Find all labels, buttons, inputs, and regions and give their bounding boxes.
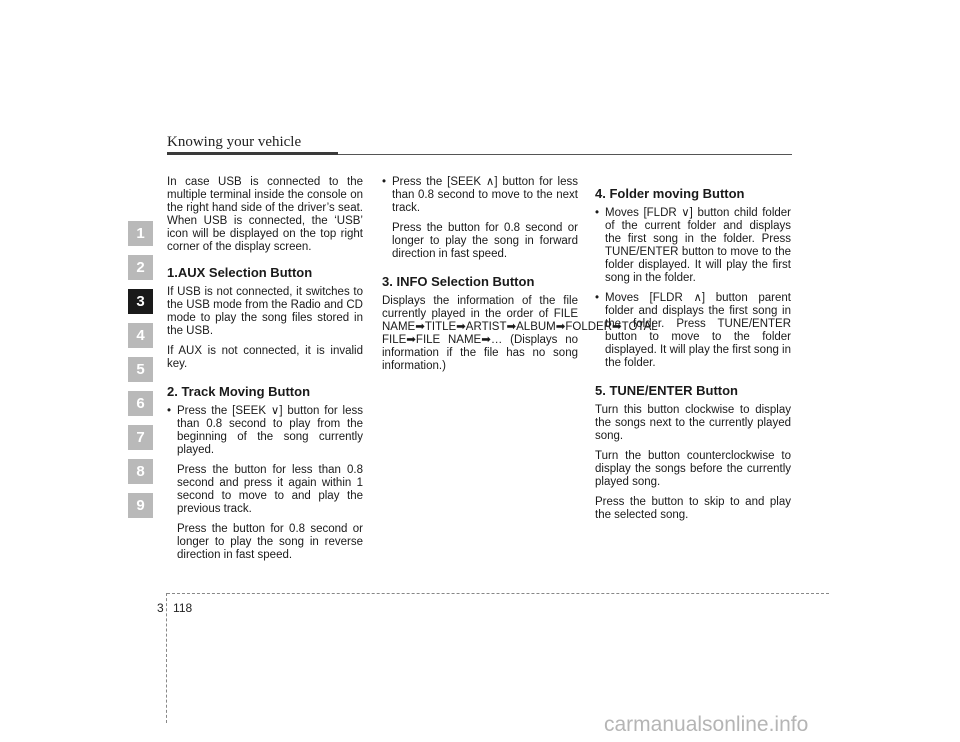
seek-up-sub-1: Press the button for 0.8 second or longer to play the song in forward direction in fast speed. xyxy=(392,222,578,260)
column-1 xyxy=(167,176,363,569)
seek-down-sub-1: Press the button for less than 0.8 second and press it again within 1 second to move to and play the previous track. xyxy=(177,464,363,515)
tune-paragraph-1: Turn this button clockwise to display the songs next to the currently played song. xyxy=(595,404,791,442)
seek-up-bullet: • Press the [SEEK ∧] button for less than 0.8 second to move to the next track. xyxy=(382,176,578,215)
chapter-tab-2[interactable]: 2 xyxy=(128,255,153,280)
chapter-tab-4[interactable]: 4 xyxy=(128,323,153,348)
track-moving-heading: 2. Track Moving Button xyxy=(167,384,311,399)
page-header-title: Knowing your vehicle xyxy=(167,134,302,150)
info-paragraph: Displays the information of the file currently played in the order of FILE NAME➡TITLE➡ARTIST➡ALBUM➡FOLDER➡TOTAL FILE➡FILE NAME➡… (Displays no information if the file has no song information.) xyxy=(382,295,658,372)
tune-enter-heading: 5. TUNE/ENTER Button xyxy=(595,383,738,398)
folder-moving-heading: 4. Folder moving Button xyxy=(595,186,745,201)
seek-down-bullet: • Press the [SEEK ∨] button for less than 0.8 second to play from the beginning of the song currently played. xyxy=(167,405,363,457)
chapter-tabs xyxy=(128,221,153,527)
chapter-tab-8[interactable]: 8 xyxy=(128,459,153,484)
chapter-tab-3-active[interactable]: 3 xyxy=(128,289,153,314)
chapter-tab-7[interactable]: 7 xyxy=(128,425,153,450)
chapter-tab-9[interactable]: 9 xyxy=(128,493,153,518)
footer-dashed-rule xyxy=(167,593,829,594)
aux-paragraph-1: If USB is not connected, it switches to the USB mode from the Radio and CD mode to play the song files stored in the USB. xyxy=(167,286,363,337)
page-number xyxy=(157,601,192,615)
header-rule-thick xyxy=(167,152,338,155)
seek-down-sub-2: Press the button for 0.8 second or longer to play the song in reverse direction in fast speed. xyxy=(177,523,363,561)
fldr-up-bullet: • Moves [FLDR ∧] button parent folder and displays the first song in the folder. Press TUNE/ENTER button to move to the folder displayed. It will play the first song in the folder. xyxy=(595,292,791,370)
intro-paragraph: In case USB is connected to the multiple terminal inside the console on the right hand side of the driver’s seat. When USB is connected, the ‘USB’ icon will be displayed on the top right corner of the display screen. xyxy=(167,176,363,253)
aux-selection-heading: 1.AUX Selection Button xyxy=(167,265,313,280)
chapter-tab-5[interactable]: 5 xyxy=(128,357,153,382)
tune-paragraph-3: Press the button to skip to and play the selected song. xyxy=(595,496,791,521)
fldr-down-bullet: • Moves [FLDR ∨] button child folder of the current folder and displays the first song in the folder. Press TUNE/ENTER button to move to the folder displayed. It will play the first song in the folder. xyxy=(595,207,791,285)
chapter-tab-1[interactable]: 1 xyxy=(128,221,153,246)
header-rule-thin xyxy=(338,154,792,155)
chapter-tab-6[interactable]: 6 xyxy=(128,391,153,416)
page-number-value: 118 xyxy=(173,601,193,615)
watermark-text: carmanualsonline.info xyxy=(604,713,809,736)
aux-paragraph-2: If AUX is not connected, it is invalid key. xyxy=(167,345,363,370)
chapter-number: 3 xyxy=(157,601,164,615)
info-selection-heading: 3. INFO Selection Button xyxy=(382,274,535,289)
column-3 xyxy=(595,176,791,529)
column-2 xyxy=(382,176,658,380)
tune-paragraph-2: Turn the button counterclockwise to display the songs before the currently played song. xyxy=(595,450,791,488)
